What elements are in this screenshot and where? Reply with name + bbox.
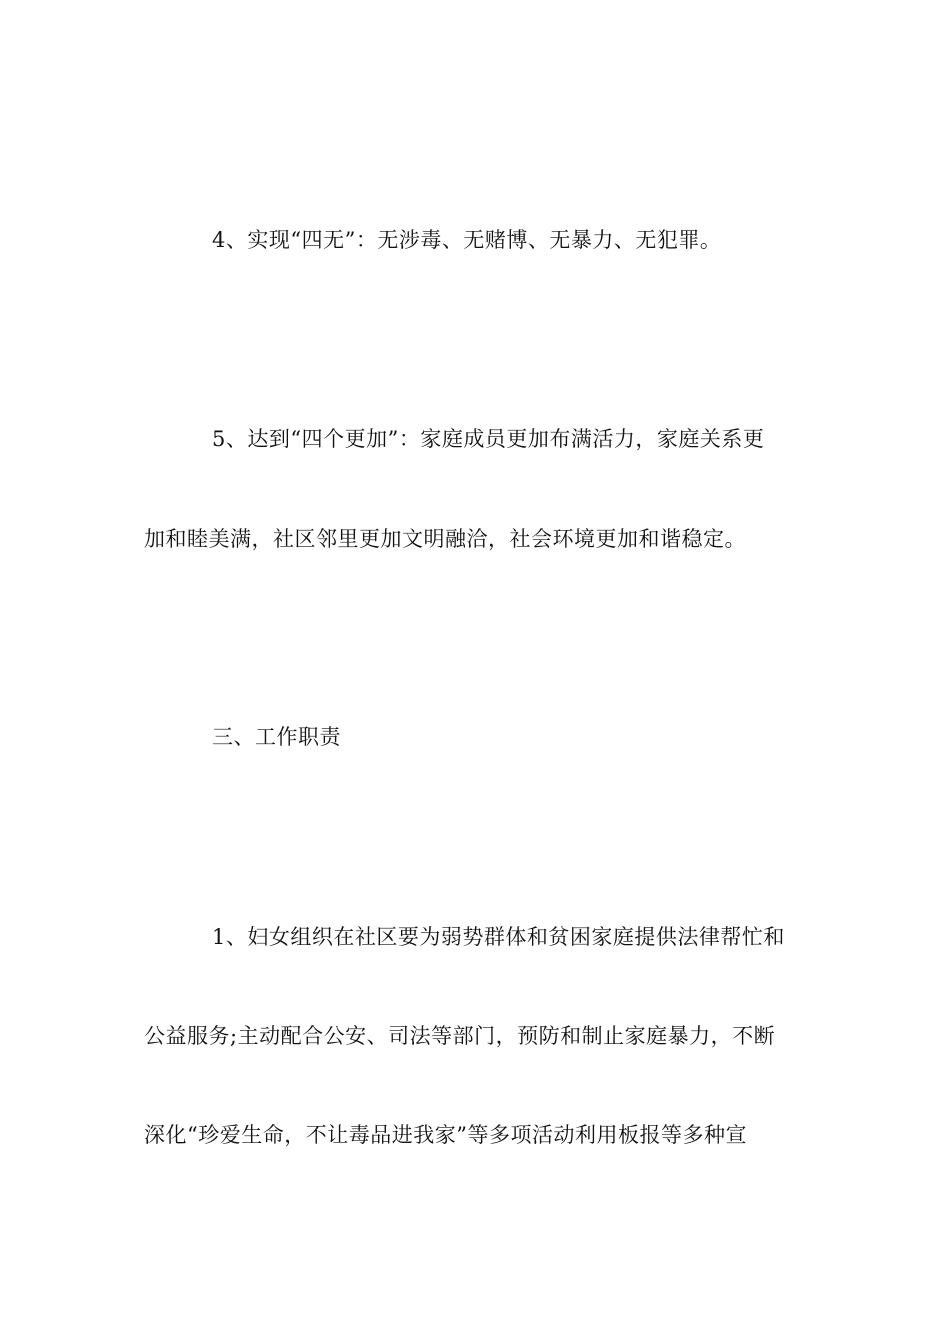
section-heading-work-duties: 三、工作职责 (212, 725, 341, 749)
paragraph-item-1-line-3: 深化“珍爱生命，不让毒品进我家”等多项活动利用板报等多种宣 (144, 1123, 747, 1147)
paragraph-item-1-line-1: 1、妇女组织在社区要为弱势群体和贫困家庭提供法律帮忙和 (212, 925, 785, 949)
paragraph-item-1-line-2: 公益服务;主动配合公安、司法等部门，预防和制止家庭暴力，不断 (144, 1024, 776, 1048)
paragraph-item-4: 4、实现“四无”：无涉毒、无赌博、无暴力、无犯罪。 (212, 228, 722, 252)
paragraph-item-5-line-2: 加和睦美满，社区邻里更加文明融洽，社会环境更加和谐稳定。 (144, 527, 746, 551)
paragraph-item-5-line-1: 5、达到“四个更加”：家庭成员更加布满活力，家庭关系更 (212, 427, 765, 451)
